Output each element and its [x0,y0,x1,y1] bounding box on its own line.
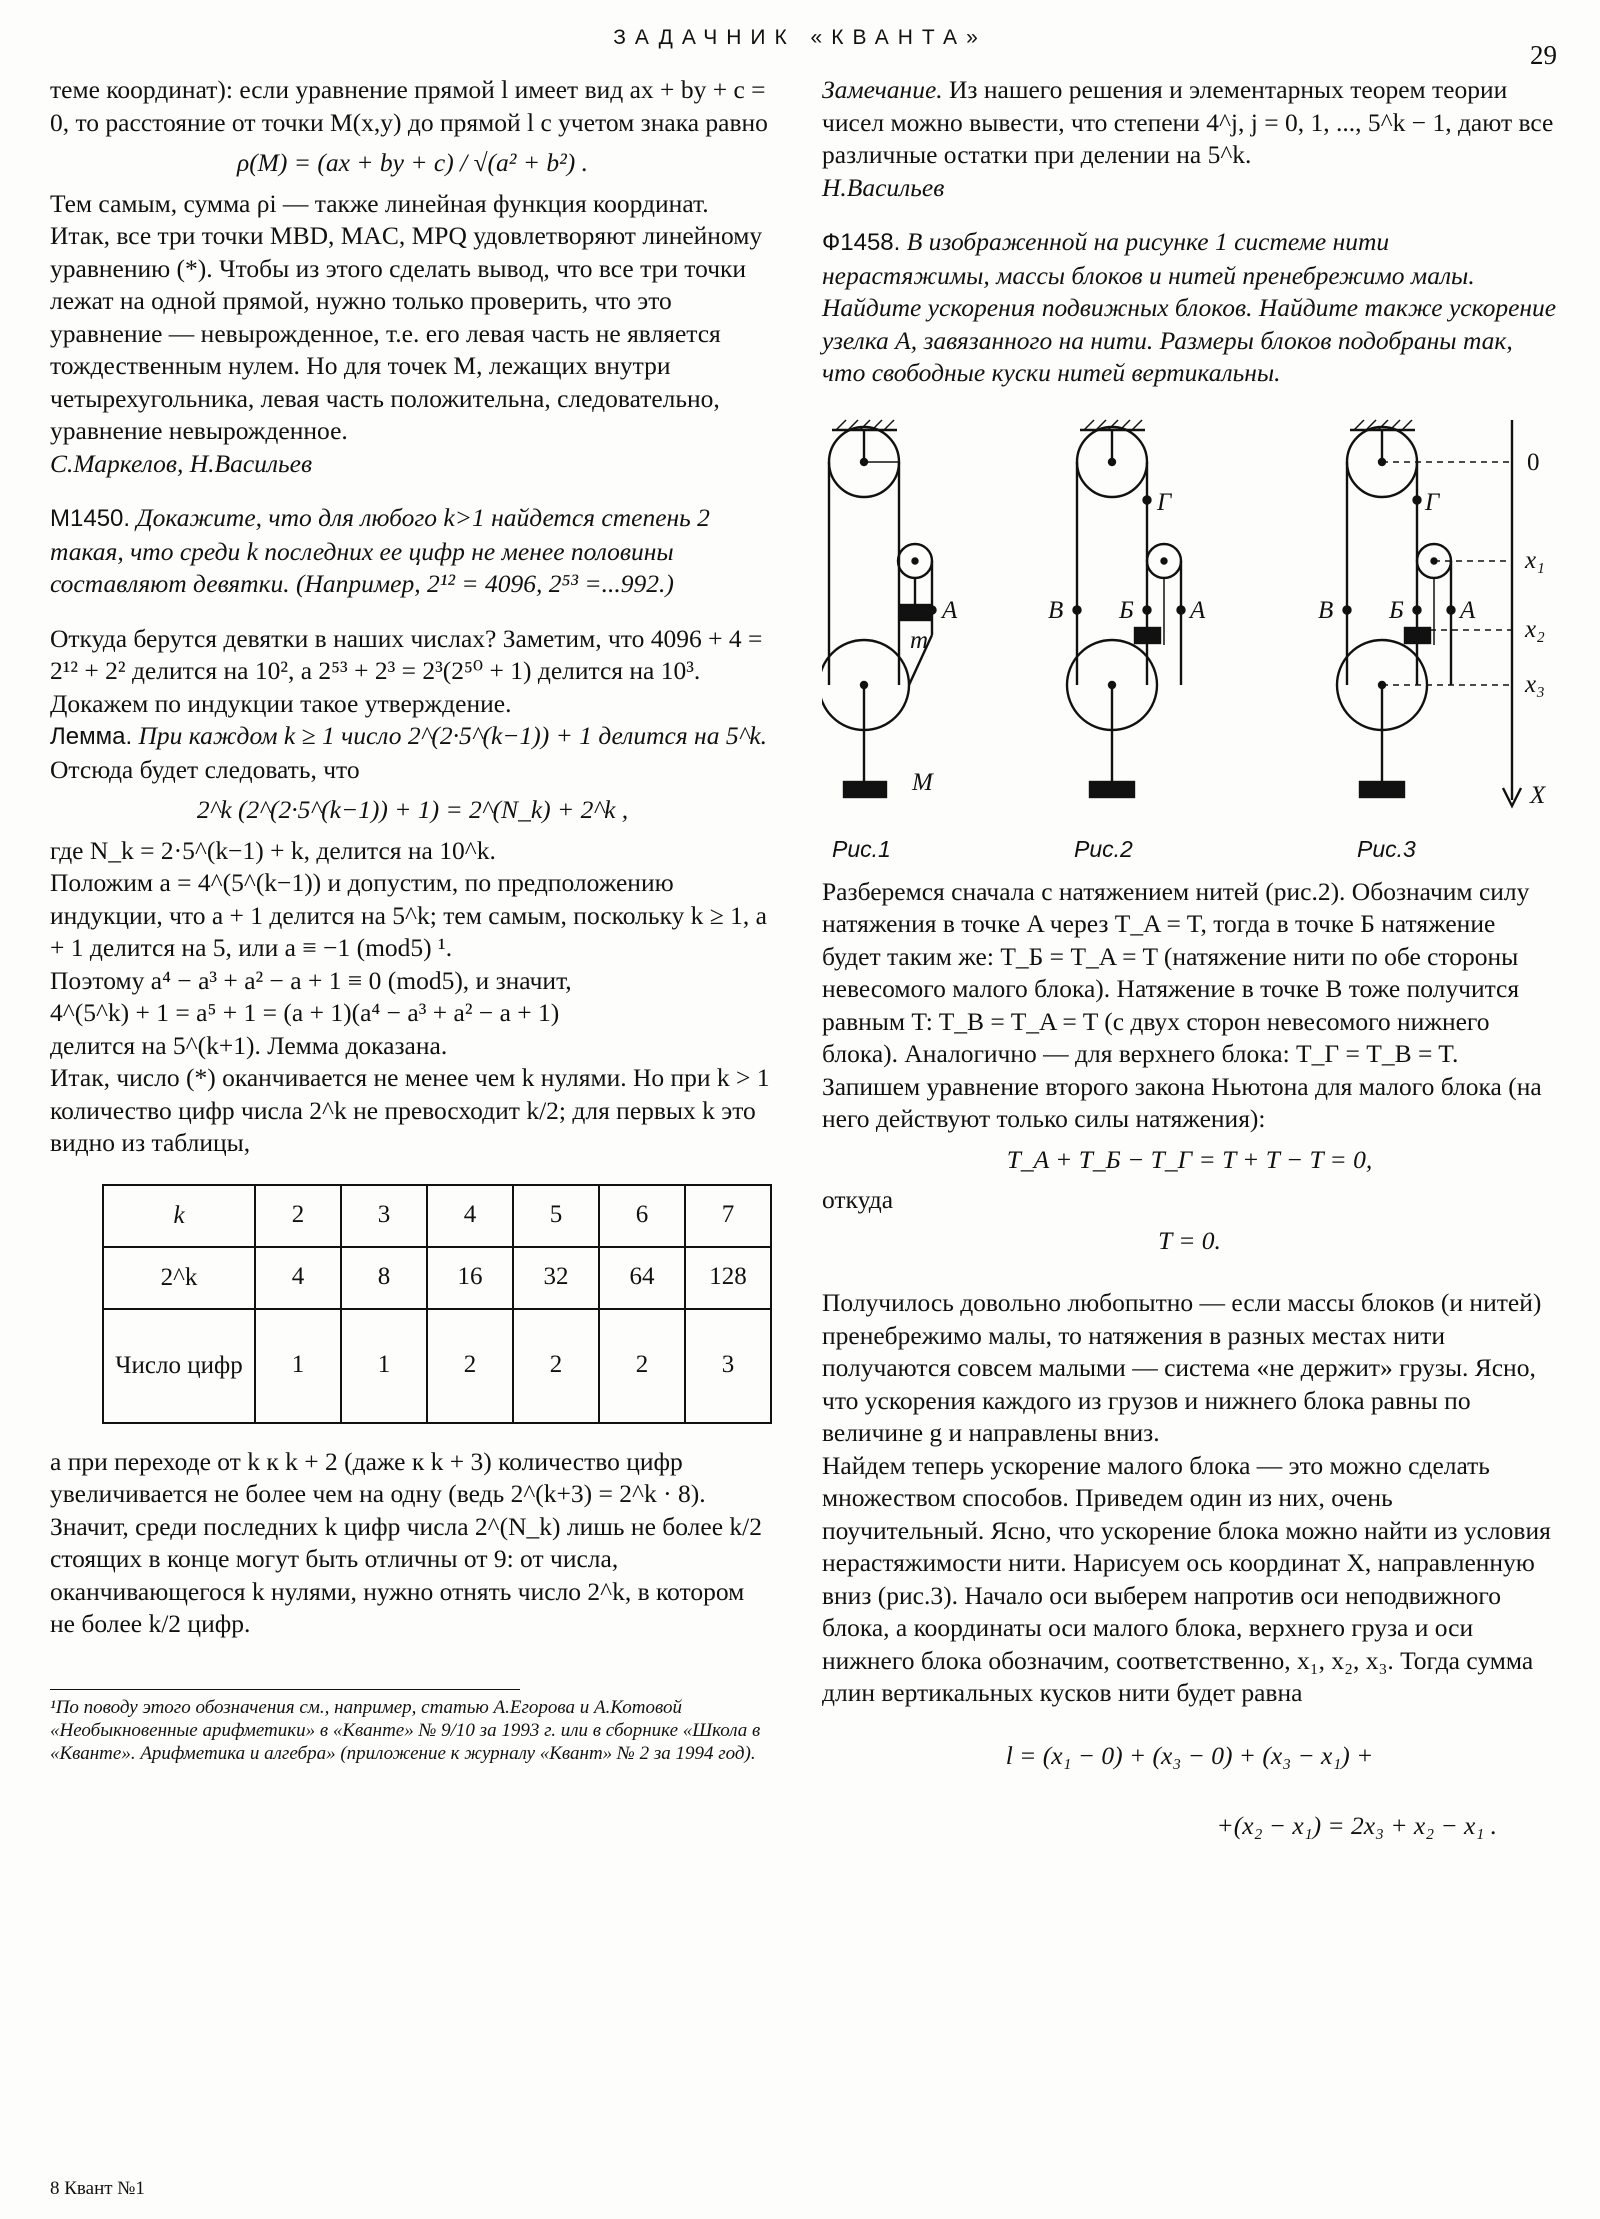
formula-length-cont: +(x₂ − x₁) = 2x₃ + x₂ − x₁ . [1216,1811,1497,1840]
caption-fig2: Рис.2 [1074,835,1133,862]
paragraph: Поэтому a⁴ − a³ + a² − a + 1 ≡ 0 (mod5), и значит, [50,965,572,995]
problem-text: В изображенной на рисунке 1 системе нити нерастяжимы, массы блоков и нитей пренебрежимо малы. Найдите ускорения подвижных блоков. Найдите также ускорение узелка А, завязанного на нити. Размеры блоков подобраны так, что свободные куски нитей вертикальны. [822,227,1557,387]
paragraph: где N_k = 2·5^(k−1) + k, делится на 10^k. [50,835,496,865]
label-0: 0 [1527,448,1540,476]
running-header: ЗАДАЧНИК «КВАНТА» [613,26,987,49]
formula-tension: T_A + T_Б − T_Г = T + T − T = 0, [1006,1144,1373,1174]
footnote-rule [50,1689,520,1690]
formula-lemma: 2^k (2^(2·5^(k−1)) + 1) = 2^(N_k) + 2^k , [196,795,629,824]
paragraph: делится на 5^(k+1). Лемма доказана. [50,1030,448,1060]
point-B [1144,606,1151,613]
axle [1109,459,1115,465]
table-cell: 2 [255,1185,341,1247]
ceiling-hatch [836,420,894,430]
formula-result: T = 0. [1158,1225,1221,1255]
paragraph: теме координат): если уравнение прямой l имеет вид ax + by + c = 0, то расстояние от точки M(x,y) до прямой l с учетом знака равно [50,75,768,137]
point-A [1448,606,1455,613]
ceiling-hatch [1084,420,1142,430]
table-row [103,1185,771,1247]
weight-M [844,782,886,797]
figure-2 [1048,420,1206,862]
label-A: A [942,596,958,624]
problem-label: М1450. [50,505,131,532]
weight-M [1360,782,1404,797]
remark-text: Из нашего решения и элементарных теорем теории чисел можно вывести, что степени 4^j, j = 0, 1, ..., 5^k − 1, дают все различные остатки при делении на 5^k. [822,75,1554,169]
paragraph: откуда [822,1185,894,1214]
label-M: M [912,768,933,796]
formula-distance: ρ(M) = (ax + by + c) / √(a² + b²) . [236,148,589,177]
page-number: 29 [1530,40,1557,70]
weight-m [1135,628,1160,643]
label-B: Б [1119,596,1134,624]
footnote: ¹По поводу этого обозначения см., например, статью А.Егорова и А.Котовой «Необыкновенные арифметики» в «Кванте» № 9/10 за 1993 г. или в сборнике «Школа в «Кванте». Арифметика и алгебра» (приложение к журналу «Квант» № 2 за 1994 год). [50,1696,761,1764]
figure-3 [1318,420,1547,862]
point-G [1414,496,1421,503]
axle [913,558,918,563]
lemma-text: При каждом k ≥ 1 число 2^(2·5^(k−1)) + 1 делится на 5^k. [138,721,768,750]
signature: С.Маркелов, Н.Васильев [50,448,313,478]
table-cell: 16 [427,1247,513,1309]
lemma [50,720,775,754]
table-cell: 4 [427,1185,513,1247]
table-cell: Число цифр [103,1309,255,1423]
paragraph: Положим a = 4^(5^(k−1)) и допустим, по предположению индукции, что a + 1 делится на 5^k; тем самым, поскольку k ≥ 1, a + 1 делится на 5, или a ≡ −1 (mod5) ¹. [50,868,767,962]
table-cell: 6 [599,1185,685,1247]
table-cell: 128 [685,1247,771,1309]
table-cell: 1 [255,1309,341,1423]
label-B: Б [1389,596,1404,624]
problem-f1458 [822,226,1557,390]
digits-table [102,1184,772,1424]
label-x3: x₃ [1525,670,1545,698]
label-V: В [1048,596,1064,624]
label-x1: x₁ [1525,546,1545,574]
axle [1162,558,1167,563]
caption-fig1: Рис.1 [832,835,891,862]
table-cell: 4 [255,1247,341,1309]
right-column [822,74,1557,1851]
table-cell: 2 [599,1309,685,1423]
paragraph: Отсюда будет следовать, что [50,754,360,784]
weight-m [1405,628,1430,643]
paragraph: Тем самым, сумма ρi — также линейная функция координат. [50,188,709,218]
problem-text: Докажите, что для любого k>1 найдется степень 2 такая, что среди k последних ее цифр не менее половины составляют девятки. (Например, 2¹² = 4096, 2⁵³ =...992.) [50,503,710,598]
table-cell: 2 [427,1309,513,1423]
problem-label: Ф1458. [822,229,901,256]
problem-m1450 [50,502,775,601]
table-cell: 5 [513,1185,599,1247]
label-X: X [1530,781,1546,809]
table-row [103,1309,771,1423]
table-cell: 64 [599,1247,685,1309]
table-cell: 2^k [103,1247,255,1309]
paragraph: Откуда берутся девятки в наших числах? Заметим, что 4096 + 4 = 2¹² + 2² делится на 10², а 2⁵³ + 2³ = 2³(2⁵⁰ + 1) делится на 10³. Докажем по индукции такое утверждение. [50,623,763,718]
caption-fig3: Рис.3 [1357,835,1416,862]
pulley-figures [822,400,1557,870]
left-column [50,74,775,1765]
paragraph: Получилось довольно любопытно — если массы блоков (и нитей) пренебрежимо малы, то натяжения в разных местах нити получаются совсем малыми — система «не держит» грузы. Ясно, что ускорения каждого из грузов и нижнего блока равны по величине g и направлены вниз. [822,1288,1542,1447]
remark-label: Замечание. [822,75,943,104]
weight-m [900,605,930,620]
paragraph: Итак, все три точки MBD, MAC, MPQ удовлетворяют линейному уравнению (*). Чтобы из этого сделать вывод, что все три точки лежат на одной прямой, нужно только проверить, что это уравнение — невырожденное, т.е. его левая часть не является тождественным нулем. Но для точек M, лежащих внутри четырехугольника, левая часть положительна, следовательно, уравнение невырожденное. [50,221,763,445]
table-cell: k [103,1185,255,1247]
point-G [1144,496,1151,503]
remark [822,74,1557,172]
label-G: Г [1157,488,1172,516]
paragraph: Разберемся сначала с натяжением нитей (рис.2). Обозначим силу натяжения в точке A через T_A = T, тогда в точке Б натяжение будет таким же: T_Б = T_A = T (натяжение нити по обе стороны невесомого малого блока). Натяжение в точке B тоже получится равным T: T_B = T_A = T (с двух сторон невесомого нижнего блока). Аналогично — для верхнего блока: T_Г = T_B = T. Запишем уравнение второго закона Ньютона для малого блока (на него действуют только силы натяжения): [822,876,1542,1133]
table-cell: 7 [685,1185,771,1247]
formula-length: l = (x₁ − 0) + (x₃ − 0) + (x₃ − x₁) + [1005,1740,1374,1770]
point-B [1414,606,1421,613]
paragraph: а при переходе от k к k + 2 (даже к k + 3) количество цифр увеличивается не более чем на одну (ведь 2^(k+3) = 2^k · 8). Значит, среди последних k цифр числа 2^(N_k) лишь не более k/2 стоящих в конце могут быть отличны от 9: от числа, оканчивающегося k нулями, нужно отнять число 2^k, в котором не более k/2 цифр. [50,1446,762,1638]
label-A: A [1460,596,1476,624]
label-V: В [1318,596,1334,624]
table-cell: 8 [341,1247,427,1309]
knot-A [929,606,936,613]
sheet-mark: 8 Квант №1 [50,2178,145,2199]
pulley-diagram [822,400,1557,870]
table-cell: 3 [685,1309,771,1423]
point-V [1344,606,1351,613]
table-cell: 2 [513,1309,599,1423]
weight-M [1090,782,1134,797]
label-x2: x₂ [1525,615,1545,643]
label-A: A [1190,596,1206,624]
paragraph: Итак, число (*) оканчивается не менее чем k нулями. Но при k > 1 количество цифр числа 2^k не превосходит k/2; для первых k это видно из таблицы, [50,1063,770,1157]
paragraph: Найдем теперь ускорение малого блока — это можно сделать множеством способов. Приведем один из них, очень поучительный. Ясно, что ускорение блока можно найти из условия нерастяжимости нити. Нарисуем ось координат X, направленную вниз (рис.3). Начало оси выберем напротив оси неподвижного блока, а координаты оси малого блока, верхнего груза и оси нижнего блока обозначим, соответственно, x₁, x₂, x₃. Тогда сумма длин вертикальных кусков нити будет равна [822,1450,1551,1707]
lemma-label: Лемма. [50,723,133,750]
formula-line: 4^(5^k) + 1 = a⁵ + 1 = (a + 1)(a⁴ − a³ + a² − a + 1) [50,998,560,1027]
label-m: m [910,626,929,654]
ceiling-hatch [1354,420,1412,430]
figure-1 [822,420,958,862]
table-row [103,1247,771,1309]
signature: Н.Васильев [822,172,945,202]
point-V [1074,606,1081,613]
label-G: Г [1425,488,1440,516]
table-cell: 32 [513,1247,599,1309]
table-cell: 1 [341,1309,427,1423]
table-cell: 3 [341,1185,427,1247]
point-A [1178,606,1185,613]
